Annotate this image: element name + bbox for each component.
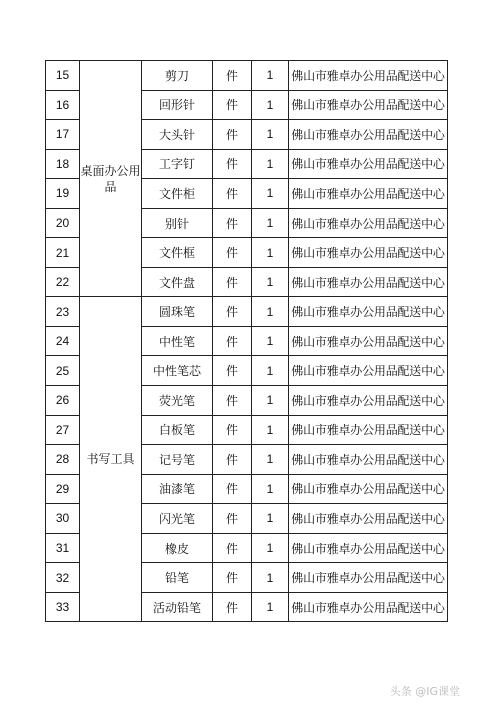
supplier-name: 佛山市雅卓办公用品配送中心: [289, 267, 448, 297]
table-body: [46, 61, 448, 622]
item-quantity: 1: [252, 386, 289, 416]
item-unit: 件: [213, 592, 252, 622]
supplier-name: 佛山市雅卓办公用品配送中心: [289, 238, 448, 268]
item-quantity: 1: [252, 563, 289, 593]
item-quantity: 1: [252, 445, 289, 475]
table-row: [46, 61, 448, 91]
item-unit: 件: [213, 504, 252, 534]
item-name: 铅笔: [142, 563, 213, 593]
row-number: 19: [46, 179, 80, 209]
row-number: 24: [46, 326, 80, 356]
item-quantity: 1: [252, 326, 289, 356]
item-name: 记号笔: [142, 445, 213, 475]
supplier-name: 佛山市雅卓办公用品配送中心: [289, 149, 448, 179]
item-quantity: 1: [252, 504, 289, 534]
supplier-name: 佛山市雅卓办公用品配送中心: [289, 592, 448, 622]
item-quantity: 1: [252, 120, 289, 150]
row-number: 32: [46, 563, 80, 593]
item-name: 文件柜: [142, 179, 213, 209]
item-name: 圆珠笔: [142, 297, 213, 327]
row-number: 20: [46, 208, 80, 238]
row-number: 31: [46, 533, 80, 563]
item-quantity: 1: [252, 592, 289, 622]
row-number: 27: [46, 415, 80, 445]
item-unit: 件: [213, 179, 252, 209]
item-unit: 件: [213, 61, 252, 91]
item-unit: 件: [213, 326, 252, 356]
supplier-name: 佛山市雅卓办公用品配送中心: [289, 563, 448, 593]
item-name: 白板笔: [142, 415, 213, 445]
row-number: 23: [46, 297, 80, 327]
item-name: 中性笔芯: [142, 356, 213, 386]
item-unit: 件: [213, 356, 252, 386]
row-number: 29: [46, 474, 80, 504]
supplier-name: 佛山市雅卓办公用品配送中心: [289, 179, 448, 209]
supplier-name: 佛山市雅卓办公用品配送中心: [289, 533, 448, 563]
item-unit: 件: [213, 445, 252, 475]
item-name: 剪刀: [142, 61, 213, 91]
row-number: 30: [46, 504, 80, 534]
office-supplies-table: [45, 60, 448, 622]
item-name: 活动铅笔: [142, 592, 213, 622]
item-unit: 件: [213, 208, 252, 238]
item-name: 大头针: [142, 120, 213, 150]
supplier-name: 佛山市雅卓办公用品配送中心: [289, 356, 448, 386]
item-quantity: 1: [252, 533, 289, 563]
supplier-name: 佛山市雅卓办公用品配送中心: [289, 474, 448, 504]
item-name: 回形针: [142, 90, 213, 120]
item-unit: 件: [213, 267, 252, 297]
item-quantity: 1: [252, 297, 289, 327]
item-name: 文件框: [142, 238, 213, 268]
supplier-name: 佛山市雅卓办公用品配送中心: [289, 445, 448, 475]
item-quantity: 1: [252, 208, 289, 238]
item-unit: 件: [213, 297, 252, 327]
item-quantity: 1: [252, 474, 289, 504]
item-unit: 件: [213, 563, 252, 593]
row-number: 33: [46, 592, 80, 622]
item-quantity: 1: [252, 149, 289, 179]
row-number: 26: [46, 386, 80, 416]
item-quantity: 1: [252, 415, 289, 445]
row-number: 25: [46, 356, 80, 386]
item-name: 文件盘: [142, 267, 213, 297]
item-unit: 件: [213, 415, 252, 445]
item-quantity: 1: [252, 238, 289, 268]
row-number: 17: [46, 120, 80, 150]
item-name: 荧光笔: [142, 386, 213, 416]
row-number: 18: [46, 149, 80, 179]
item-quantity: 1: [252, 356, 289, 386]
item-name: 工字钉: [142, 149, 213, 179]
supplier-name: 佛山市雅卓办公用品配送中心: [289, 208, 448, 238]
item-quantity: 1: [252, 267, 289, 297]
item-unit: 件: [213, 90, 252, 120]
item-unit: 件: [213, 386, 252, 416]
item-unit: 件: [213, 120, 252, 150]
row-number: 15: [46, 61, 80, 91]
supplier-name: 佛山市雅卓办公用品配送中心: [289, 386, 448, 416]
item-name: 油漆笔: [142, 474, 213, 504]
item-unit: 件: [213, 149, 252, 179]
category-cell: 桌面办公用品: [80, 61, 142, 297]
item-unit: 件: [213, 474, 252, 504]
supplier-name: 佛山市雅卓办公用品配送中心: [289, 120, 448, 150]
row-number: 21: [46, 238, 80, 268]
item-quantity: 1: [252, 61, 289, 91]
row-number: 16: [46, 90, 80, 120]
row-number: 28: [46, 445, 80, 475]
item-unit: 件: [213, 533, 252, 563]
table-row: [46, 297, 448, 327]
item-name: 橡皮: [142, 533, 213, 563]
supplier-name: 佛山市雅卓办公用品配送中心: [289, 326, 448, 356]
supplier-name: 佛山市雅卓办公用品配送中心: [289, 61, 448, 91]
supplier-name: 佛山市雅卓办公用品配送中心: [289, 90, 448, 120]
item-name: 别针: [142, 208, 213, 238]
item-name: 中性笔: [142, 326, 213, 356]
item-quantity: 1: [252, 90, 289, 120]
supplier-name: 佛山市雅卓办公用品配送中心: [289, 297, 448, 327]
supplier-name: 佛山市雅卓办公用品配送中心: [289, 415, 448, 445]
row-number: 22: [46, 267, 80, 297]
category-cell: 书写工具: [80, 297, 142, 622]
watermark: 头条 @IG课堂: [389, 685, 460, 698]
supplier-name: 佛山市雅卓办公用品配送中心: [289, 504, 448, 534]
item-unit: 件: [213, 238, 252, 268]
item-name: 闪光笔: [142, 504, 213, 534]
item-quantity: 1: [252, 179, 289, 209]
